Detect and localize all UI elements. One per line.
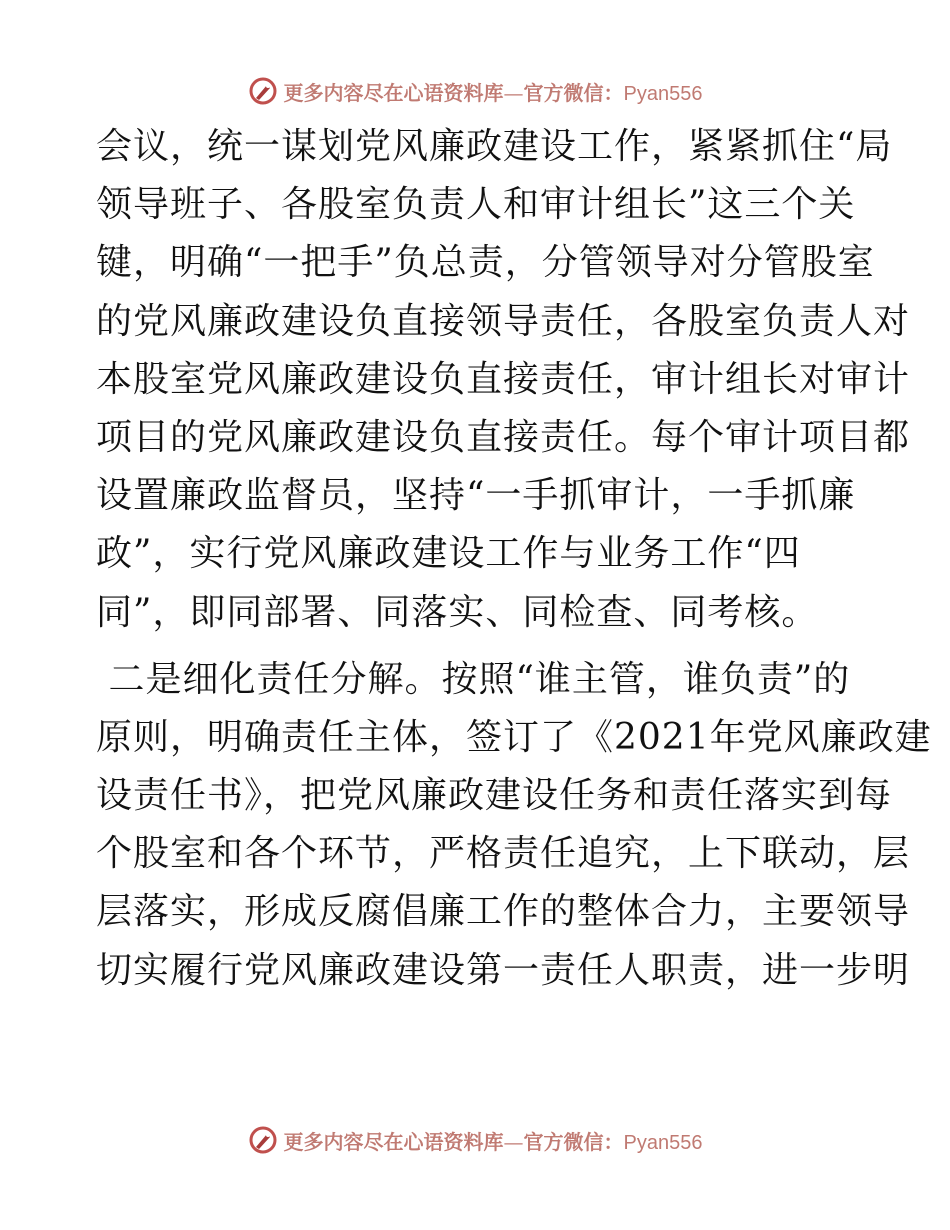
watermark-id: Pyan556 [623, 82, 703, 105]
body-line: 层落实，形成反腐倡廉工作的整体合力，主要领导 [96, 891, 911, 933]
watermark-official: 官方微信： [523, 1129, 624, 1154]
body-line: 项目的党风廉政建设负直接责任。每个审计项目都 [96, 416, 911, 458]
body-line: 键，明确“一把手”负总责，分管领导对分管股室 [96, 242, 875, 284]
watermark-id: Pyan556 [623, 1131, 703, 1154]
body-line: 会议，统一谋划党风廉政建设工作，紧紧抓住“局 [96, 126, 893, 167]
body-line: 原则，明确责任主体，签订了《2021年党风廉政建 [96, 716, 932, 758]
body-line: 个股室和各个环节，严格责任追究，上下联动，层 [96, 833, 911, 875]
watermark-official: 官方微信： [523, 80, 624, 105]
body-line: 政”，实行党风廉政建设工作与业务工作“四 [96, 533, 801, 575]
pen-nib-logo-icon [248, 1125, 278, 1155]
body-line: 领导班子、各股室负责人和审计组长”这三个关 [96, 184, 856, 226]
body-line: 二是细化责任分解。按照“谁主管，谁负责”的 [96, 658, 851, 700]
watermark-separator: — [503, 1129, 524, 1154]
watermark-text [284, 77, 703, 106]
body-line: 本股室党风廉政建设负直接责任，审计组长对审计 [96, 358, 911, 400]
watermark-separator: — [503, 80, 524, 105]
body-line: 设责任书》，把党风廉政建设任务和责任落实到每 [96, 775, 893, 817]
watermark-brand: 更多内容尽在心语资料库 [283, 1129, 504, 1154]
body-line: 切实履行党风廉政建设第一责任人职责，进一步明 [96, 949, 911, 991]
header-watermark [0, 71, 950, 111]
watermark-brand: 更多内容尽在心语资料库 [283, 80, 504, 105]
body-line: 设置廉政监督员，坚持“一手抓审计，一手抓廉 [96, 475, 856, 517]
document-body [96, 118, 932, 1000]
pen-nib-logo-icon [248, 76, 278, 106]
footer-watermark [0, 1120, 950, 1160]
watermark-text [284, 1126, 703, 1155]
body-line: 同”，即同部署、同落实、同检查、同考核。 [96, 591, 819, 633]
body-line: 的党风廉政建设负直接领导责任，各股室负责人对 [96, 300, 911, 342]
